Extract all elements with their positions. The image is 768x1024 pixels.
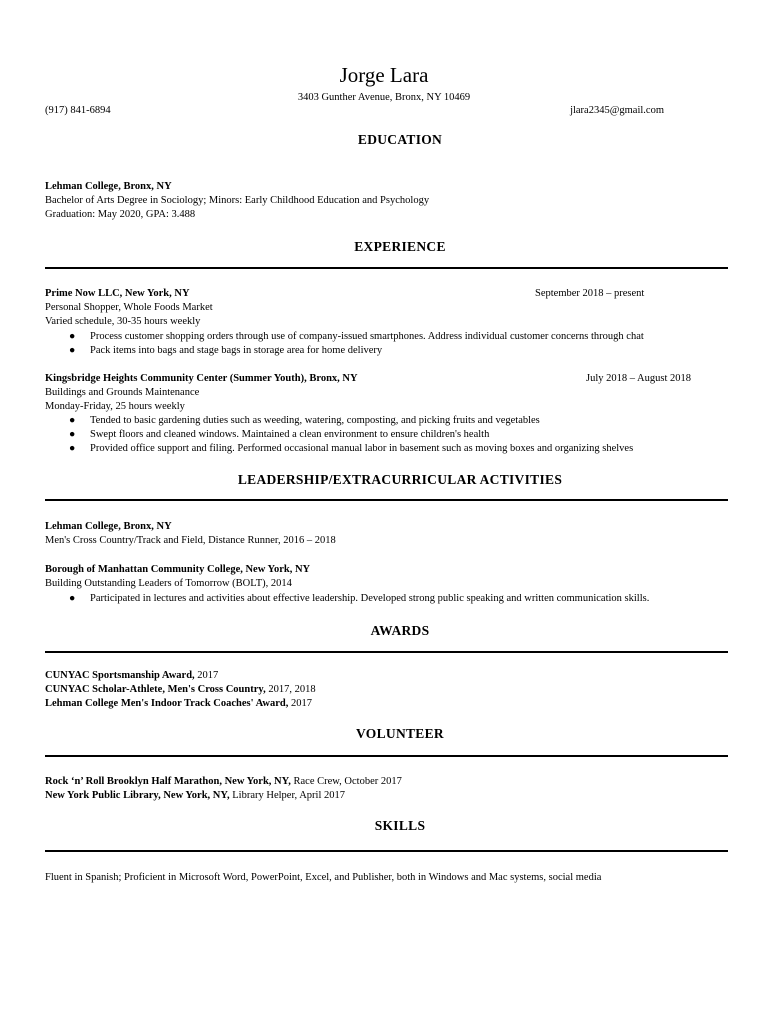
job-schedule: Monday-Friday, 25 hours weekly xyxy=(45,401,185,412)
volunteer-item xyxy=(45,789,345,803)
bullet-icon: ● xyxy=(69,331,76,342)
job-bullet: Pack items into bags and stage bags in storage area for home delivery xyxy=(90,345,383,356)
volunteer-org: New York Public Library, New York, NY, xyxy=(45,790,230,801)
award-year: 2017 xyxy=(194,670,219,681)
award-item xyxy=(45,697,312,711)
resume-name: Jorge Lara xyxy=(339,63,429,87)
bullet-icon: ● xyxy=(69,593,76,604)
bullet-icon: ● xyxy=(69,345,76,356)
section-title-volunteer: VOLUNTEER xyxy=(356,726,444,741)
activity-detail: Men's Cross Country/Track and Field, Distance Runner, 2016 – 2018 xyxy=(45,535,336,546)
job-bullet: Swept floors and cleaned windows. Maintained a clean environment to ensure children's health xyxy=(90,429,490,440)
volunteer-detail: Library Helper, April 2017 xyxy=(229,790,345,801)
job-dates: September 2018 – present xyxy=(535,288,645,299)
section-divider xyxy=(45,267,728,269)
section-title-awards: AWARDS xyxy=(370,623,430,638)
award-name: CUNYAC Sportsmanship Award, xyxy=(45,670,195,681)
volunteer-item xyxy=(45,775,402,789)
education-degree: Bachelor of Arts Degree in Sociology; Minors: Early Childhood Education and Psychology xyxy=(45,195,430,206)
bullet-icon: ● xyxy=(69,443,76,454)
activity-bullet: Participated in lectures and activities about effective leadership. Developed strong public speaking and written communication skills. xyxy=(90,593,650,604)
activity-org: Borough of Manhattan Community College, New York, NY xyxy=(45,564,311,575)
job-bullet: Process customer shopping orders through use of company-issued smartphones. Address individual customer concerns through chat xyxy=(90,331,644,342)
section-divider xyxy=(45,499,728,501)
address: 3403 Gunther Avenue, Bronx, NY 10469 xyxy=(297,92,471,103)
volunteer-org: Rock ‘n’ Roll Brooklyn Half Marathon, New York, NY, xyxy=(45,776,291,787)
job-role: Buildings and Grounds Maintenance xyxy=(45,387,200,398)
activity-detail: Building Outstanding Leaders of Tomorrow (BOLT), 2014 xyxy=(45,578,292,589)
award-name: Lehman College Men's Indoor Track Coaches' Award, xyxy=(45,698,289,709)
section-title-leadership: LEADERSHIP/EXTRACURRICULAR ACTIVITIES xyxy=(237,472,563,487)
award-name: CUNYAC Scholar-Athlete, Men's Cross Country, xyxy=(45,684,266,695)
job-org: Prime Now LLC, New York, NY xyxy=(45,288,190,299)
section-divider xyxy=(45,850,728,852)
education-school: Lehman College, Bronx, NY xyxy=(45,181,172,192)
section-title-skills: SKILLS xyxy=(374,818,426,833)
job-org: Kingsbridge Heights Community Center (Summer Youth), Bronx, NY xyxy=(45,373,358,384)
job-dates: July 2018 – August 2018 xyxy=(586,373,692,384)
section-divider xyxy=(45,651,728,653)
email-address: jlara2345@gmail.com xyxy=(570,105,664,116)
volunteer-detail: Race Crew, October 2017 xyxy=(290,776,402,787)
section-divider xyxy=(45,755,728,757)
award-year: 2017, 2018 xyxy=(265,684,316,695)
phone-number: (917) 841-6894 xyxy=(45,105,111,116)
education-graduation: Graduation: May 2020, GPA: 3.488 xyxy=(45,209,196,220)
bullet-icon: ● xyxy=(69,415,76,426)
award-year: 2017 xyxy=(288,698,312,709)
job-role: Personal Shopper, Whole Foods Market xyxy=(45,302,213,313)
job-schedule: Varied schedule, 30-35 hours weekly xyxy=(45,316,201,327)
section-title-experience: EXPERIENCE xyxy=(354,239,446,254)
award-item xyxy=(45,683,316,697)
job-bullet: Provided office support and filing. Performed occasional manual labor in basement such as moving boxes and organizing shelves xyxy=(90,443,634,454)
job-bullet: Tended to basic gardening duties such as weeding, watering, composting, and picking fruits and vegetables xyxy=(90,415,540,426)
skills-text: Fluent in Spanish; Proficient in Microsoft Word, PowerPoint, Excel, and Publisher, both in Windows and Mac systems, social media xyxy=(45,872,602,883)
bullet-icon: ● xyxy=(69,429,76,440)
activity-org: Lehman College, Bronx, NY xyxy=(45,521,172,532)
section-title-education: EDUCATION xyxy=(357,132,443,147)
award-item xyxy=(45,669,218,683)
